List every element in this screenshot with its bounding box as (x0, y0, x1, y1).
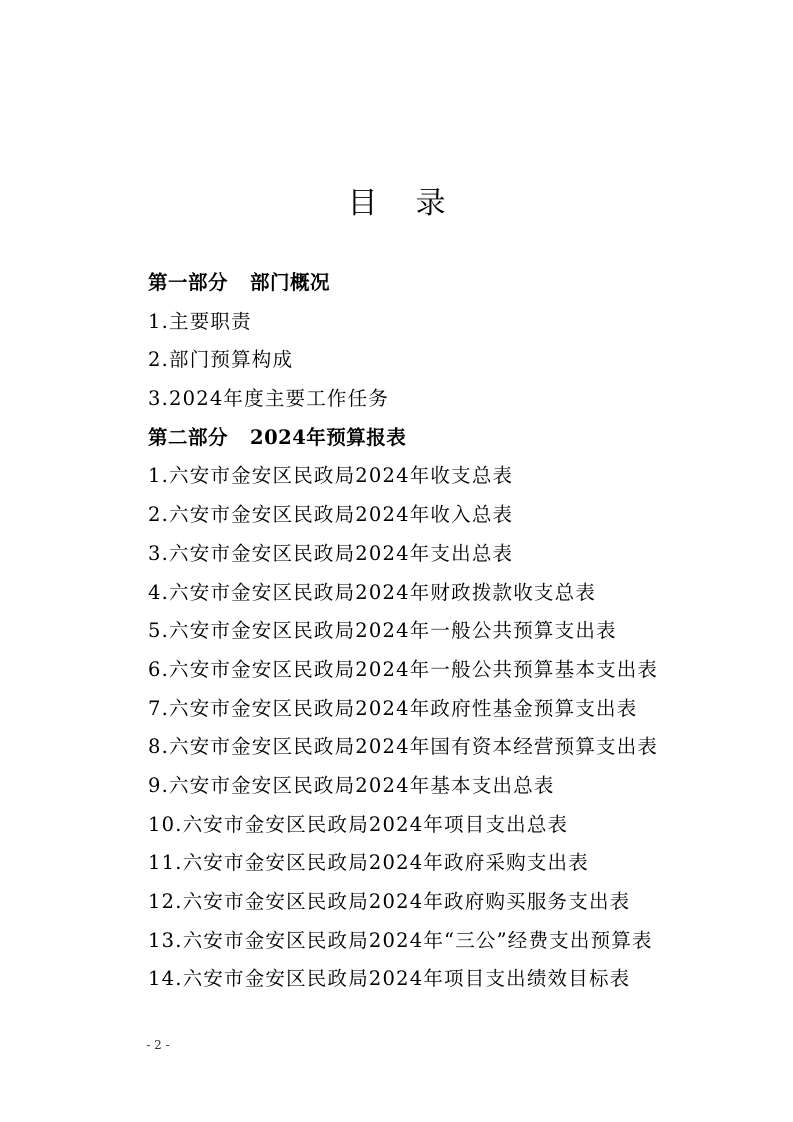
toc-entry: 11.六安市金安区民政局2024年政府采购支出表 (148, 851, 589, 875)
part-name: 部门概况 (250, 271, 331, 294)
toc-entry: 13.六安市金安区民政局2024年“三公”经费支出预算表 (148, 928, 653, 952)
part-label: 第二部分 (148, 425, 229, 449)
toc-part-heading (148, 419, 748, 458)
toc-entry: 3.2024年度主要工作任务 (148, 387, 390, 411)
toc-entry: 12.六安市金安区民政局2024年政府购买服务支出表 (148, 890, 631, 913)
toc-entry: 5.六安市金安区民政局2024年一般公共预算支出表 (148, 619, 617, 643)
part-name: 2024年预算报表 (250, 425, 407, 449)
table-of-contents (148, 264, 748, 999)
toc-entry: 8.六安市金安区民政局2024年国有资本经营预算支出表 (148, 735, 659, 759)
toc-entry: 3.六安市金安区民政局2024年支出总表 (148, 541, 514, 565)
toc-entry: 9.六安市金安区民政局2024年基本支出总表 (148, 773, 555, 797)
toc-entry: 10.六安市金安区民政局2024年项目支出总表 (148, 812, 569, 836)
toc-entry: 7.六安市金安区民政局2024年政府性基金预算支出表 (148, 696, 638, 720)
toc-entry: 14.六安市金安区民政局2024年项目支出绩效目标表 (148, 967, 631, 991)
page-title: 目录 (347, 186, 484, 221)
part-label: 第一部分 (148, 271, 229, 294)
toc-part-heading (148, 264, 748, 303)
toc-entry: 1.六安市金安区民政局2024年收支总表 (148, 464, 514, 488)
toc-entry: 2.六安市金安区民政局2024年收入总表 (148, 503, 514, 527)
toc-entry: 2.部门预算构成 (148, 348, 294, 372)
toc-entry: 6.六安市金安区民政局2024年一般公共预算基本支出表 (148, 657, 659, 681)
toc-entry: 4.六安市金安区民政局2024年财政拨款收支总表 (148, 580, 597, 604)
page-number: - 2 - (146, 1038, 170, 1052)
toc-entry: 1.主要职责 (148, 309, 252, 333)
